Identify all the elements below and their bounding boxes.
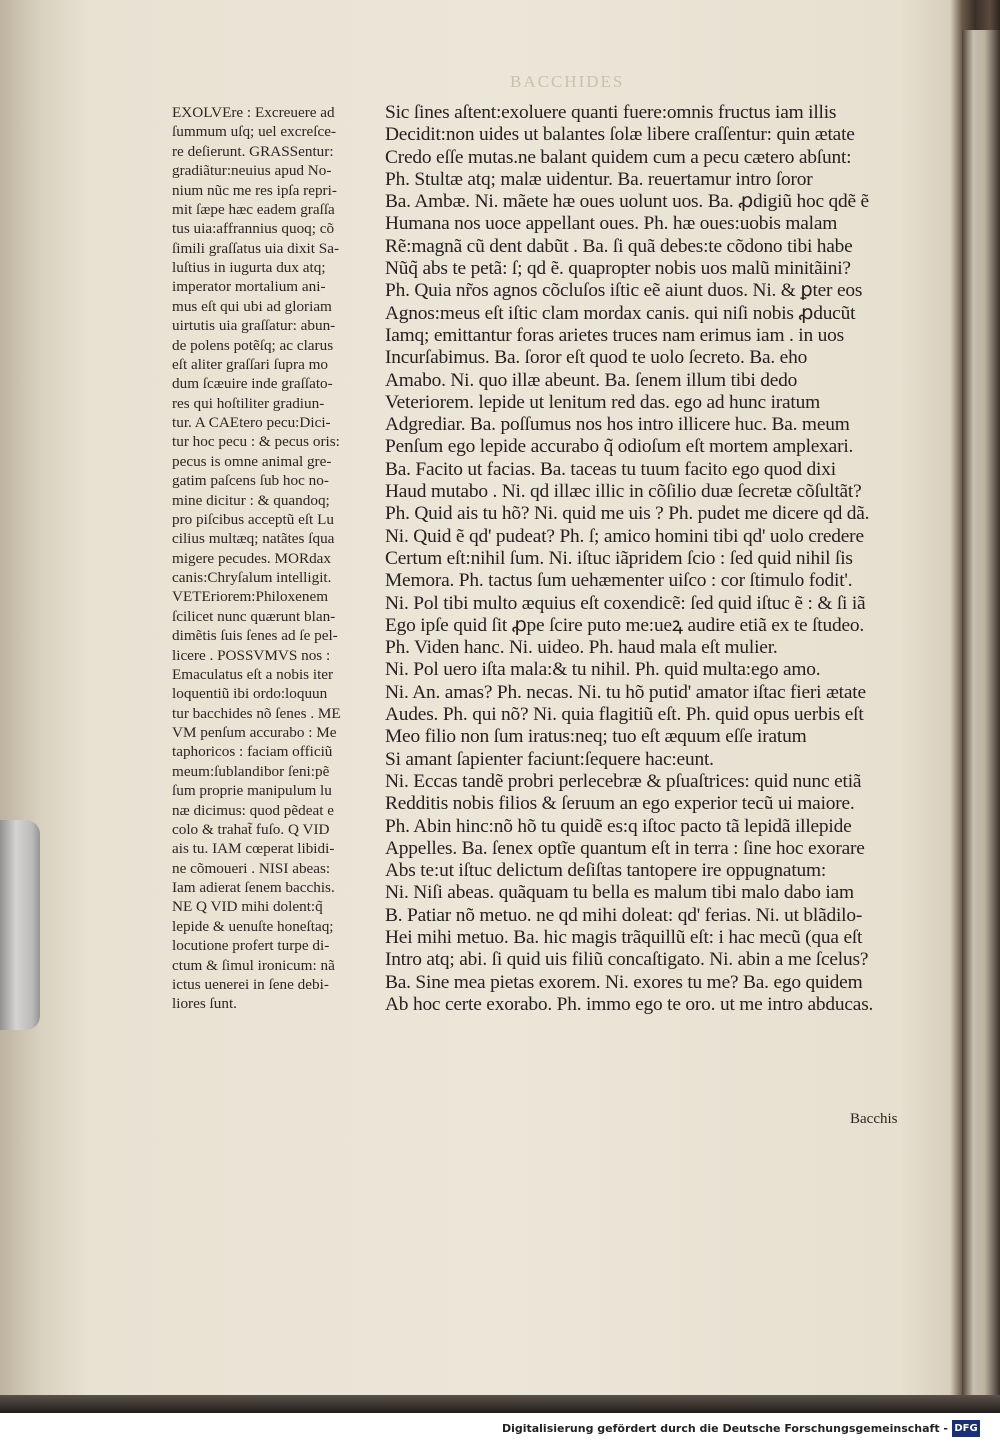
text-line: Appelles. Ba. ſenex optĩe quantum eſt in terra : ſine hoc exorare — [385, 837, 865, 859]
text-line: Haud mutabo . Ni. qd illæc illic in cõſilio duæ ſecretæ cõſultãt? — [385, 481, 862, 503]
commentary-line: canis:Chryſalum intelligit. — [172, 569, 332, 586]
commentary-line: pecus is omne animal gre- — [172, 452, 332, 470]
text-line: Meo filio non ſum iratus:neq; tuo eſt æquum eſſe iratum — [385, 726, 807, 748]
commentary-line: lepide & uenuſte honeſtaq; — [172, 917, 334, 935]
commentary-line: NE Q VID mihi dolent:q̃ — [172, 898, 323, 916]
text-line: Ph. Stultæ atq; malæ uidentur. Ba. reuertamur intro ſoror — [385, 168, 813, 190]
commentary-line: migere pecudes. MORdax — [172, 549, 332, 567]
text-line: Credo eſſe mutas.ne balant quidem cum a pecu cætero abſunt: — [385, 146, 852, 168]
commentary-line: gatim paſcens ſub hoc no- — [172, 472, 329, 490]
text-line: B. Patiar nõ metuo. ne qd mihi doleat: qd' ferias. Ni. ut blãdilo- — [385, 904, 863, 926]
text-line: Ph. Viden hanc. Ni. uideo. Ph. haud mala eſt mulier. — [385, 637, 778, 659]
text-line: Memora. Ph. tactus ſum uehæmenter uiſco : cor ſtimulo fodit'. — [385, 570, 853, 592]
text-line: Incurſabimus. Ba. ſoror eſt quod te uolo ſecreto. Ba. eho — [385, 347, 808, 369]
funding-notice: Digitalisierung gefördert durch die Deutsche Forschungsgemeinschaft - — [501, 1422, 948, 1435]
text-line: Ph. Abin hinc:nõ hõ tu quidẽ es:q iſtoc pacto tã lepidã illepide — [385, 815, 852, 837]
commentary-line: ictus uenerei in ſene debi- — [172, 975, 329, 993]
commentary-line: nium nũc me res ipſa repri- — [172, 181, 337, 199]
text-line: Amabo. Ni. quo illæ abeunt. Ba. ſenem illum tibi dedo — [385, 369, 798, 391]
running-title: BACCHIDES — [510, 72, 625, 91]
commentary-line: ſimili graſſatus uia dixit Sa- — [172, 239, 340, 257]
text-line: Veteriorem. lepide ut lenitum red das. ego ad hunc iratum — [385, 391, 820, 413]
commentary-line: luſtius in iugurta dux atq; — [172, 259, 326, 276]
commentary-line: re deſierunt. GRASSentur: — [172, 142, 334, 160]
text-line: Ego ipſe quid ſit ꝓpe ſcire puto me:ueꝝ audire etiã ex te ſtudeo. — [385, 614, 864, 636]
catchword: Bacchis — [850, 1111, 898, 1127]
commentary-line: taphoricos : faciam officiũ — [172, 743, 333, 761]
text-line: Abs te:ut iſtuc delictum deſiſtas tantopere ire oppugnatum: — [385, 860, 827, 882]
commentary-line: mus eſt qui ubi ad gloriam — [172, 297, 332, 315]
commentary-line: Emaculatus eſt a nobis iter — [172, 665, 334, 683]
text-line: Certum eſt:nihil ſum. Ni. iſtuc iãpridem ſcio : ſed quid nihil ſis — [385, 547, 853, 569]
commentary-line: VETEriorem:Philoxenem — [172, 588, 329, 606]
text-line: Ni. Pol uero iſta mala:& tu nihil. Ph. quid multa:ego amo. — [385, 659, 821, 681]
commentary-line: liores ſunt. — [172, 995, 237, 1013]
commentary-line: ſummum uſq; uel excreſce- — [172, 123, 337, 141]
commentary-line: ſum proprie manipulum lu — [172, 782, 332, 800]
commentary-line: tur. A CAEtero pecu:Dici- — [172, 414, 331, 431]
commentary-line: uirtutis uia graſſatur: abun- — [172, 317, 336, 335]
text-line: Ni. Niſi abeas. quãquam tu bella es malum tibi malo dabo iam — [385, 882, 854, 904]
commentary-line: ais tu. IAM cœperat libidi- — [172, 840, 335, 858]
text-line: Intro atq; abi. ſi quid uis filiũ concaſtigato. Ni. abin a me ſcelus? — [385, 949, 869, 971]
commentary-line: tur bacchides nõ ſenes . ME — [172, 704, 341, 722]
text-line: Audes. Ph. qui nõ? Ni. quia flagitiũ eſt. Ph. quid opus uerbis eſt — [385, 704, 864, 726]
commentary-line: mine dicitur : & quandoq; — [172, 491, 330, 509]
commentary-line: cilius multæq; natãtes ſqua — [172, 530, 335, 548]
commentary-line: colo & trahat̃ fuſo. Q VID — [172, 820, 330, 838]
commentary-line: dum ſcæuire inde graſſato- — [172, 375, 333, 393]
commentary-column — [172, 103, 382, 1014]
commentary-line: Iam adierat ſenem bacchis. — [172, 879, 335, 896]
text-line: Si amant ſapienter faciunt:ſequere hac:eunt. — [385, 748, 714, 770]
text-line: Decidit:non uides ut balantes ſolæ libere craſſentur: quin ætate — [385, 124, 855, 146]
commentary-line: pro piſcibus acceptũ eſt Lu — [172, 510, 334, 528]
text-line: Nũq̃ abs te petã: ſ; qd ẽ. quapropter nobis uos malũ minitãini? — [385, 258, 851, 280]
text-line: Ph. Quia nr̃os agnos cõcluſos iſtic eẽ aiunt duos. Ni. & ꝑter eos — [385, 280, 863, 302]
commentary-line: loquentiũ ibi ordo:loquun — [172, 685, 328, 703]
main-text-column — [385, 102, 915, 1016]
footer — [0, 1413, 1000, 1446]
commentary-line: VM penſum accurabo : Me — [172, 724, 337, 741]
text-line: Penſum ego lepide accurabo q̃ odioſum eſt mortem amplexari. — [385, 436, 854, 458]
text-line: Ni. An. amas? Ph. necas. Ni. tu hõ putid' amator iſtac fieri ætate — [385, 681, 866, 703]
commentary-line: dimẽtis ſuis ſenes ad ſe pel- — [172, 627, 338, 645]
text-line: Iamq; emittantur foras arietes truces nam erimus iam . in uos — [385, 324, 844, 346]
text-line: Hei mihi metuo. Ba. hic magis trãquillũ eſt: i hac mecũ (qua eſt — [385, 926, 863, 948]
text-line: Ab hoc certe exorabo. Ph. immo ego te oro. ut me intro abducas. — [385, 993, 874, 1015]
commentary-line: res qui hoſtiliter gradiun- — [172, 394, 325, 412]
text-line: Sic ſines aſtent:exoluere quanti fuere:omnis fructus iam illis — [385, 102, 837, 123]
text-line: Rẽ:magnã cũ dent dabũt . Ba. ſi quã debes:te cõdono tibi habe — [385, 235, 853, 257]
commentary-line: de polens potẽſq; ac clarus — [172, 336, 334, 354]
commentary-line: ſcilicet nunc quærunt blan- — [172, 607, 336, 625]
dfg-logo: DFG — [952, 1420, 980, 1437]
text-line: Ni. Eccas tandẽ probri perlecebræ & pſuaſtrices: quid nunc etiã — [385, 770, 862, 792]
commentary-line: tur hoc pecu : & pecus oris: — [172, 433, 340, 451]
scan-bottom-shadow — [0, 1395, 1000, 1415]
commentary-line: meum:ſublandibor ſeni:pẽ — [172, 762, 330, 780]
book-clasp — [0, 820, 40, 1030]
text-line: Ni. Quid ẽ qd' pudeat? Ph. ſ; amico homini tibi qd' uolo credere — [385, 525, 864, 547]
text-line: Ni. Pol tibi multo æquius eſt coxendicẽ: ſed quid iſtuc ẽ : & ſi iã — [385, 592, 866, 614]
text-line: Ph. Quid ais tu hõ? Ni. quid me uis ? Ph. pudet me dicere qd dã. — [385, 503, 870, 525]
commentary-line: gradiãtur:neuius apud No- — [172, 162, 332, 180]
commentary-line: imperator mortalium ani- — [172, 278, 326, 296]
commentary-line: ne cõmoueri . NISI abeas: — [172, 859, 331, 877]
text-line: Ba. Ambæ. Ni. mãete hæ oues uolunt uos. Ba. ꝓdigiũ hoc qdẽ ẽ — [385, 191, 869, 213]
commentary-line: mit ſæpe hæc eadem graſſa — [172, 200, 335, 218]
commentary-line: tus uia:affrannius quoq; cõ — [172, 220, 335, 238]
text-line: Adgrediar. Ba. poſſumus nos hos intro illicere huc. Ba. meum — [385, 414, 850, 436]
text-line: Ba. Sine mea pietas exorem. Ni. exores tu me? Ba. ego quidem — [385, 971, 863, 993]
commentary-line: næ dicimus: quod pẽdeat e — [172, 801, 334, 819]
commentary-line: ctum & ſimul ironicum: nã — [172, 956, 335, 974]
text-line: Ba. Facito ut facias. Ba. taceas tu tuum facito ego quod dixi — [385, 458, 836, 480]
text-line: Agnos:meus eſt iſtic clam mordax canis. qui niſi nobis ꝓducũt — [385, 302, 856, 324]
text-line: Humana nos uoce appellant oues. Ph. hæ oues:uobis malam — [385, 213, 838, 235]
commentary-line: EXOLVEre : Excreuere ad — [172, 104, 335, 121]
commentary-line: eſt aliter graſſari ſupra mo — [172, 355, 329, 373]
text-line: Redditis nobis filios & ſeruum an ego experior tecũ ui maiore. — [385, 793, 855, 815]
commentary-line: locutione profert turpe di- — [172, 937, 330, 955]
page-stack-edge — [962, 30, 1000, 1410]
commentary-line: licere . POSSVMVS nos : — [172, 646, 331, 664]
